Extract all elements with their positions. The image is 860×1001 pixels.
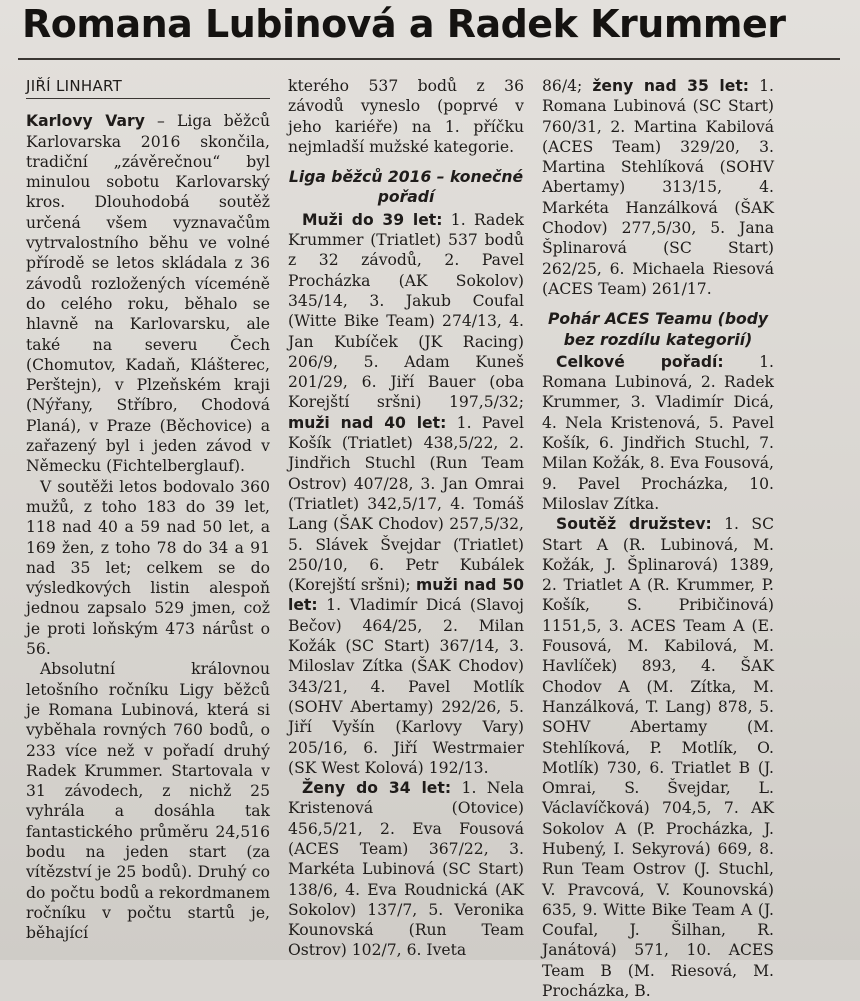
- article-paragraph-3: Absolutní královnou letošního ročníku Ligy běžců je Romana Lubinová, která si vyběhala rovných 760 bodů, o 233 více než v pořadí druhý Radek Krummer. Startovala v 31 závodech, z nichž 25 vyhrála a dosáhla tak fantastického průměru 24,516 bodu na jeden start (za vítězství je 25 bodů). Druhý co do počtu bodů a rekordmanem ročníku v počtu startů je, běhající: [26, 660, 270, 943]
- paragraph-1-text: – Liga běžců Karlovarska 2016 skončila, tradiční „závěrečnou“ byl minulou sobotu Karlovarský kros. Dlouhodobá soutěž určená všem vyznavačům vytrvalostního běhu ve volné přírodě se letos skládala z 36 závodů rozložených víceméně do celého roku, běhalo se hlavně na Karlovarsku, ale také na severu Čech (Chomutov, Kadaň, Klášterec, Perštejn), v Plzeňském kraji (Nýřany, Stříbro, Chodová Planá), v Praze (Běchovice) a zařazený byl i jeden závod v Německu (Fichtelberglauf).: [26, 112, 270, 476]
- aces-cup-title: Pohár ACES Teamu (body bez rozdílu kategorií): [547, 310, 769, 349]
- article-paragraph-1: [26, 111, 270, 476]
- headline-rule: [18, 58, 840, 60]
- results-women-34: [288, 778, 524, 961]
- category-text: 86/4;: [542, 77, 583, 95]
- category-label: muži nad 40 let:: [288, 413, 447, 432]
- category-label: muži nad 50 let:: [288, 576, 524, 615]
- category-text: 1. Vladimír Dicá (Slavoj Bečov) 464/25, 2. Milan Kožák (SC Start) 367/14, 3. Miloslav Zítka (ŠAK Chodov) 343/21, 4. Pavel Motlík (SOHV Abertamy) 292/26, 5. Jiří Vyšín (Karlovy Vary) 205/16, 6. Jiří Westrmaier (SK West Kolová) 192/13.: [288, 596, 524, 777]
- aces-overall: [542, 352, 774, 514]
- category-label: Celkové pořadí:: [556, 352, 724, 371]
- category-text: 1. Romana Lubinová (SC Start) 760/31, 2. Martina Kabilová (ACES Team) 329/20, 3. Martina Stehlíková (SOHV Abertamy) 313/15, 4. Markéta Hanzálková (ŠAK Chodov) 277,5/30, 5. Jana Šplinarová (SC Start) 262/25, 6. Michaela Riesová (ACES Team) 261/17.: [542, 77, 774, 298]
- category-text: 1. SC Start A (R. Lubinová, M. Kožák, J. Šplinarová) 1389, 2. Triatlet A (R. Krummer, P. Košík, S. Pribičinová) 1151,5, 3. ACES Team A (E. Fousová, M. Kabilová, M. Havlíček) 893, 4. ŠAK Chodov A (M. Zítka, M. Hanzálková, T. Lang) 878, 5. SOHV Abertamy (M. Stehlíková, P. Motlík, O. Motlík) 730, 6. Triatlet B (J. Omrai, S. Švejdar, L. Václavíčková) 704,5, 7. AK Sokolov A (P. Procházka, J. Hubený, I. Sekyrová) 669, 8. Run Team Ostrov (J. Stuchl, V. Pravcová, V. Kounovská) 635, 9. Witte Bike Team A (J. Coufal, J. Šilhan, R. Janátová) 571, 10. ACES Team B (M. Riesová, M. Procházka, B.: [542, 515, 774, 1001]
- category-label: Ženy do 34 let:: [302, 779, 452, 798]
- byline: JIŘÍ LINHART: [26, 76, 270, 99]
- article-paragraph-4: kterého 537 bodů z 36 závodů vyneslo (poprvé v jeho kariéře) na 1. příčku nejmladší mužské kategorie.: [288, 77, 524, 156]
- column-1: [26, 76, 270, 943]
- article-headline: Romana Lubinová a Radek Krummer: [22, 2, 786, 46]
- category-text: 1. Pavel Košík (Triatlet) 438,5/22, 2. Jindřich Stuchl (Run Team Ostrov) 407/28, 3. Jan Omrai (Triatlet) 342,5/17, 4. Tomáš Lang (ŠAK Chodov) 257,5/32, 5. Slávek Švejdar (Triatlet) 250/10, 6. Petr Kubálek (Korejští sršni);: [288, 413, 525, 595]
- category-text: 1. Romana Lubinová, 2. Radek Krummer, 3. Vladimír Dicá, 4. Nela Kristenová, 5. Pavel Košík, 6. Jindřich Stuchl, 7. Milan Kožák, 8. Eva Fousová, 9. Pavel Procházka, 10. Miloslav Zítka.: [542, 352, 774, 513]
- results-women-35: [542, 76, 774, 299]
- category-label: Muži do 39 let:: [302, 210, 443, 229]
- results-men-39: [288, 210, 524, 778]
- results-title: Liga běžců 2016 – konečné pořadí: [288, 168, 524, 207]
- column-2: [288, 76, 524, 961]
- category-text: 1. Nela Kristenová (Otovice) 456,5/21, 2. Eva Fousová (ACES Team) 367/22, 3. Markéta Lubinová (SC Start) 138/6, 4. Eva Roudnická (AK Sokolov) 137/7, 5. Veronika Kounovská (Run Team Ostrov) 102/7, 6. Iveta: [288, 779, 524, 960]
- article-paragraph-2: V soutěži letos bodovalo 360 mužů, z toho 183 do 39 let, 118 nad 40 a 59 nad 50 let, a 169 žen, z toho 78 do 34 a 91 nad 35 let; celkem se do výsledkových listin alespoň jednou zapsalo 529 jmen, což je proti loňským 473 nárůst o 56.: [26, 477, 270, 659]
- lead-place: Karlovy Vary: [26, 112, 145, 131]
- aces-teams: [542, 514, 774, 1001]
- category-text: 1. Radek Krummer (Triatlet) 537 bodů z 32 závodů, 2. Pavel Procházka (AK Sokolov) 345/14, 3. Jakub Coufal (Witte Bike Team) 274/13, 4. Jan Kubíček (JK Racing) 206/9, 5. Adam Kuneš 201/29, 6. Jiří Bauer (oba Korejští sršni) 197,5/32;: [288, 210, 524, 412]
- category-label: ženy nad 35 let:: [592, 77, 750, 95]
- column-3: [542, 76, 774, 1001]
- category-label: Soutěž družstev:: [556, 515, 712, 534]
